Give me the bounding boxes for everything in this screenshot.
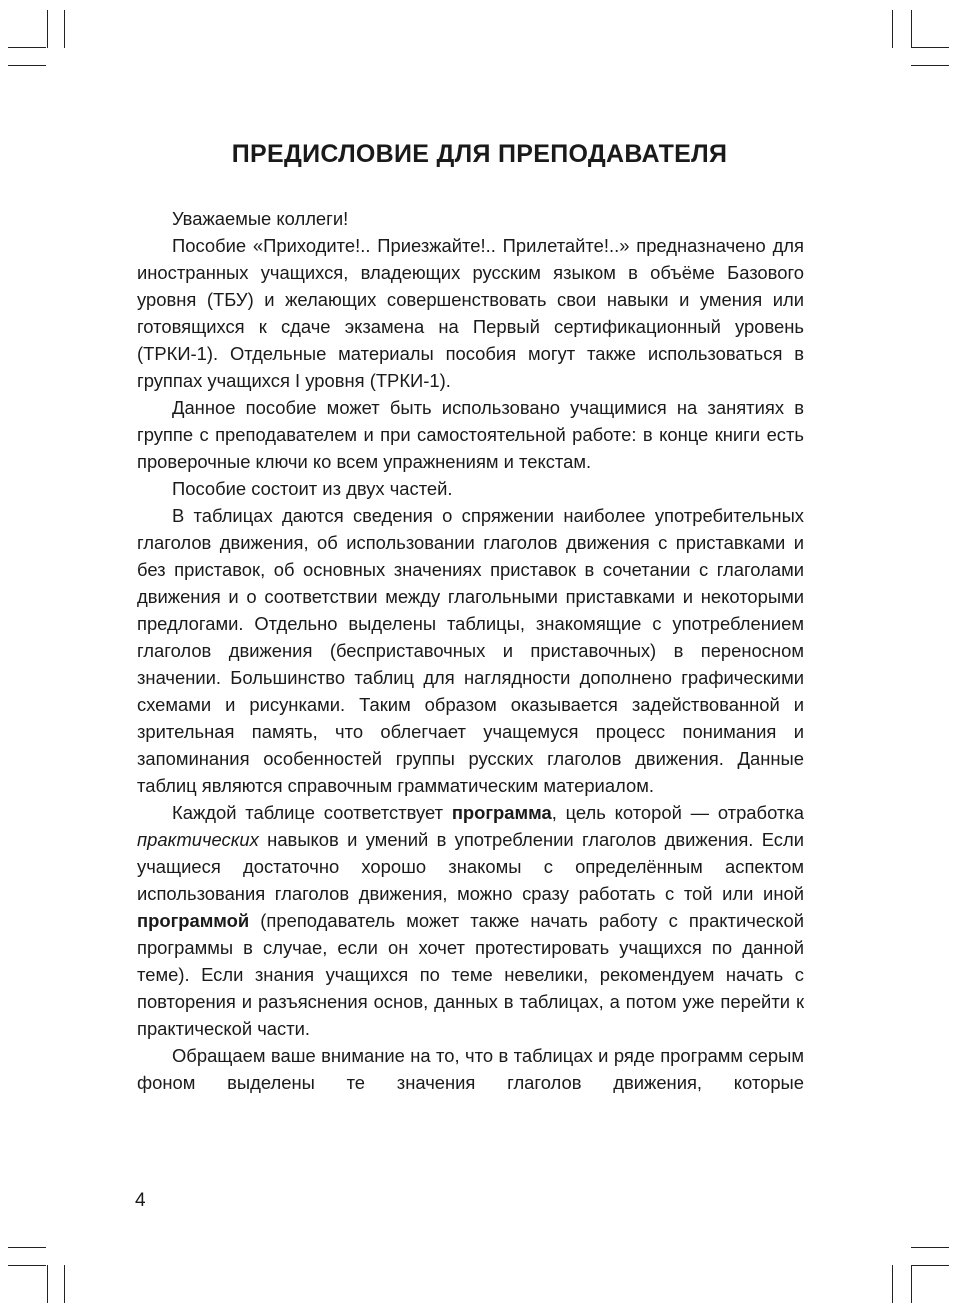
paragraph-greeting: Уважаемые коллеги! bbox=[172, 208, 349, 229]
programs-text-2: , цель которой — отработка bbox=[551, 802, 804, 823]
crop-mark-bottom-right-horizontal bbox=[911, 1247, 949, 1248]
crop-mark-bottom-left-vertical-2 bbox=[64, 1265, 65, 1303]
crop-mark-top-left-vertical bbox=[64, 10, 65, 48]
crop-mark-top-right-horizontal-2 bbox=[911, 65, 949, 66]
programs-bold-1: программа bbox=[451, 802, 552, 823]
programs-bold-2: программой bbox=[137, 910, 250, 931]
crop-mark-bottom-right-vertical bbox=[892, 1265, 893, 1303]
paragraph-usage: Данное пособие может быть использовано учащимися на занятиях в группе с преподавателем и при самостоятельной работе: в конце книги есть проверочные ключи ко всем упражнениям и текстам. bbox=[137, 397, 804, 472]
programs-text-3: навыков и умений в употреблении глаголов движения. Если учащиеся достаточно хорошо знакомы с определённым аспектом использования глаголов движения, можно сразу работать с той или иной bbox=[137, 829, 804, 904]
crop-mark-top-left-horizontal bbox=[8, 47, 46, 48]
paragraph-tables: В таблицах даются сведения о спряжении наиболее употребительных глаголов движения, об использовании глаголов движения с приставками и без приставок, об основных значениях приставок в сочетании с глаголами движения и о соответствии между глагольными приставками и некоторыми предлогами. Отдельно выделены таблицы, знакомящие с употреблением глаголов движения (бесприставочных и приставочных) в переносном значении. Большинство таблиц для наглядности дополнено графическими схемами и рисунками. Таким образом оказывается задействованной и зрительная память, что облегчает учащемуся процесс понимания и запоминания особенностей группы русских глаголов движения. Данные таблиц являются справочным грамматическим материалом. bbox=[137, 505, 804, 796]
crop-mark-bottom-right-vertical-2 bbox=[911, 1265, 912, 1303]
crop-mark-bottom-left-horizontal bbox=[8, 1247, 46, 1248]
page-number: 4 bbox=[135, 1190, 146, 1211]
programs-italic-1: практических bbox=[137, 829, 259, 850]
crop-mark-top-right-horizontal bbox=[911, 47, 949, 48]
paragraph-purpose: Пособие «Приходите!.. Приезжайте!.. Прилетайте!..» предназначено для иностранных учащихся, владеющих русским языком в объёме Базового уровня (ТБУ) и желающих совершенствовать свои навыки и умения или готовящихся к сдаче экзамена на Первый сертификационный уровень (ТРКИ-1). Отдельные материалы пособия могут также использоваться в группах учащихся I уровня (ТРКИ-1). bbox=[137, 235, 804, 391]
crop-mark-bottom-right-horizontal-2 bbox=[911, 1265, 949, 1266]
crop-mark-top-left-horizontal-2 bbox=[8, 65, 46, 66]
crop-mark-top-right-vertical bbox=[892, 10, 893, 48]
preface-body bbox=[137, 205, 804, 1096]
page-title: ПРЕДИСЛОВИЕ ДЛЯ ПРЕПОДАВАТЕЛЯ bbox=[231, 140, 728, 168]
crop-mark-bottom-left-horizontal-2 bbox=[8, 1265, 46, 1266]
programs-text-1: Каждой таблице соответствует bbox=[172, 802, 452, 823]
programs-text-4: (преподаватель может также начать работу с практической программы в случае, если он хочет протестировать учащихся по данной теме). Если знания учащихся по теме невелики, рекомендуем начать с повторения и разъяснения основ, данных в таблицах, а потом уже перейти к практической части. bbox=[137, 910, 804, 1039]
paragraph-programs bbox=[137, 799, 804, 1042]
crop-mark-top-left-vertical-2 bbox=[47, 10, 48, 48]
paragraph-gray-highlight: Обращаем ваше внимание на то, что в таблицах и ряде программ серым фоном выделены те значения глаголов движения, которые bbox=[137, 1045, 804, 1093]
crop-mark-bottom-left-vertical bbox=[47, 1265, 48, 1303]
crop-mark-top-right-vertical-2 bbox=[911, 10, 912, 48]
paragraph-structure: Пособие состоит из двух частей. bbox=[172, 478, 453, 499]
